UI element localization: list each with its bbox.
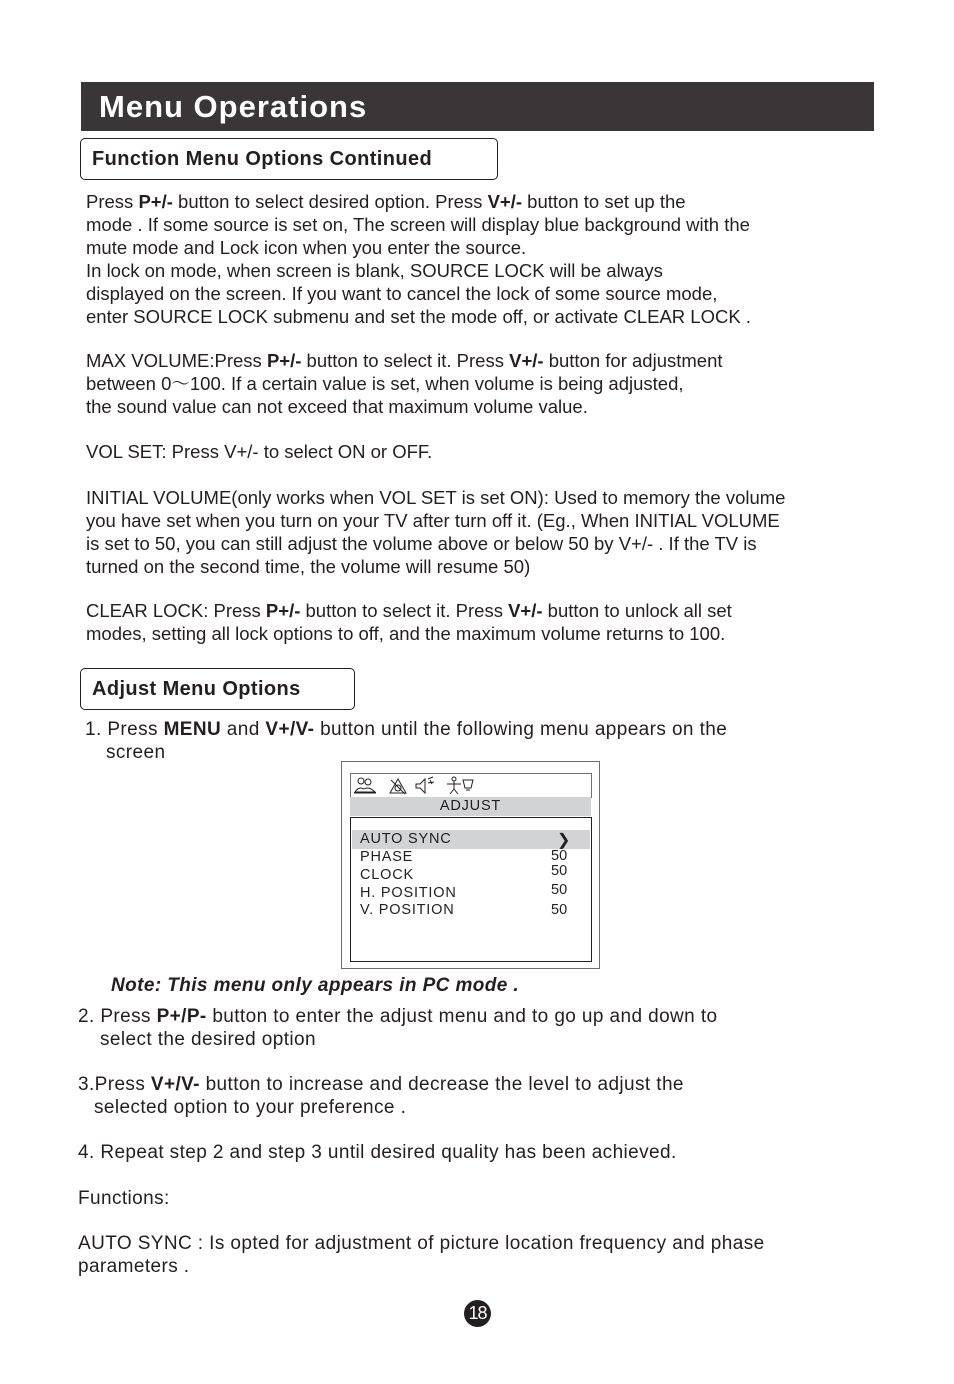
osd-title-bar <box>350 797 591 816</box>
step-1: 1. Press MENU and V+/V- button until the following menu appears on the <box>85 719 728 740</box>
step-2-line-2: select the desired option <box>100 1029 316 1050</box>
page-number: 18 <box>464 1300 491 1327</box>
osd-menu-panel <box>350 817 592 962</box>
step-3: 3.Press V+/V- button to increase and decrease the level to adjust the <box>78 1074 684 1095</box>
text-line: enter SOURCE LOCK submenu and set the mode off, or activate CLEAR LOCK . <box>86 306 751 327</box>
text-line: displayed on the screen. If you want to cancel the lock of some source mode, <box>86 283 718 304</box>
page-title: Menu Operations <box>99 89 368 124</box>
osd-item-auto-sync: AUTO SYNC <box>360 831 452 847</box>
osd-menu-illustration <box>341 761 600 969</box>
text-line: you have set when you turn on your TV after turn off it. (Eg., When INITIAL VOLUME <box>86 510 780 531</box>
osd-item-h-position: H. POSITION <box>360 885 457 901</box>
section-heading-adjust-menu <box>80 668 355 710</box>
section-heading-function-menu <box>80 138 498 180</box>
osd-value-h-position: 50 <box>551 882 568 898</box>
paragraph-max-volume <box>86 349 723 418</box>
osd-value-v-position: 50 <box>551 902 568 918</box>
paragraph-source-lock <box>86 190 751 328</box>
picture-icon <box>353 776 377 796</box>
osd-item-phase: PHASE <box>360 849 414 865</box>
text-line: the sound value can not exceed that maximum volume value. <box>86 396 588 417</box>
text-line: MAX VOLUME:Press P+/- button to select it. Press V+/- button for adjustment <box>86 350 723 371</box>
function-icon <box>445 776 475 796</box>
text-line: mute mode and Lock icon when you enter the source. <box>86 237 527 258</box>
section-heading-text: Function Menu Options Continued <box>92 148 433 170</box>
paragraph-clear-lock <box>86 599 732 645</box>
step-1-line-2: screen <box>106 742 166 763</box>
pc-mode-note: Note: This menu only appears in PC mode . <box>111 975 520 996</box>
sound-icon <box>413 776 437 796</box>
chevron-right-icon: ❯ <box>557 832 571 849</box>
auto-sync-description: AUTO SYNC : Is opted for adjustment of picture location frequency and phase <box>78 1233 765 1254</box>
functions-label: Functions: <box>78 1188 170 1209</box>
text-line: In lock on mode, when screen is blank, SOURCE LOCK will be always <box>86 260 663 281</box>
text-line: VOL SET: Press V+/- to select ON or OFF. <box>86 441 433 462</box>
osd-value-clock: 50 <box>551 863 568 879</box>
step-2: 2. Press P+/P- button to enter the adjust menu and to go up and down to <box>78 1006 718 1027</box>
page-banner <box>81 82 874 131</box>
text-line: modes, setting all lock options to off, and the maximum volume returns to 100. <box>86 623 726 644</box>
paragraph-initial-volume <box>86 486 785 578</box>
step-3-line-2: selected option to your preference . <box>94 1097 407 1118</box>
osd-item-v-position: V. POSITION <box>360 902 455 918</box>
text-line: CLEAR LOCK: Press P+/- button to select it. Press V+/- button to unlock all set <box>86 600 732 621</box>
osd-value-phase: 50 <box>551 848 568 864</box>
osd-icon-bar <box>350 773 592 798</box>
text-line: between 0～100. If a certain value is set, when volume is being adjusted, <box>86 373 684 394</box>
osd-title: ADJUST <box>439 798 502 814</box>
paragraph-vol-set <box>86 440 432 463</box>
step-4: 4. Repeat step 2 and step 3 until desired quality has been achieved. <box>78 1142 677 1163</box>
auto-sync-description-line-2: parameters . <box>78 1256 190 1277</box>
text-line: INITIAL VOLUME(only works when VOL SET is set ON): Used to memory the volume <box>86 487 786 508</box>
adjust-icon <box>387 776 409 796</box>
text-line: Press P+/- button to select desired option. Press V+/- button to set up the <box>86 191 686 212</box>
osd-item-clock: CLOCK <box>360 867 414 883</box>
text-line: turned on the second time, the volume will resume 50) <box>86 556 531 577</box>
text-line: mode . If some source is set on, The screen will display blue background with the <box>86 214 750 235</box>
text-line: is set to 50, you can still adjust the volume above or below 50 by V+/- . If the TV is <box>86 533 757 554</box>
section-heading-text: Adjust Menu Options <box>92 678 301 700</box>
